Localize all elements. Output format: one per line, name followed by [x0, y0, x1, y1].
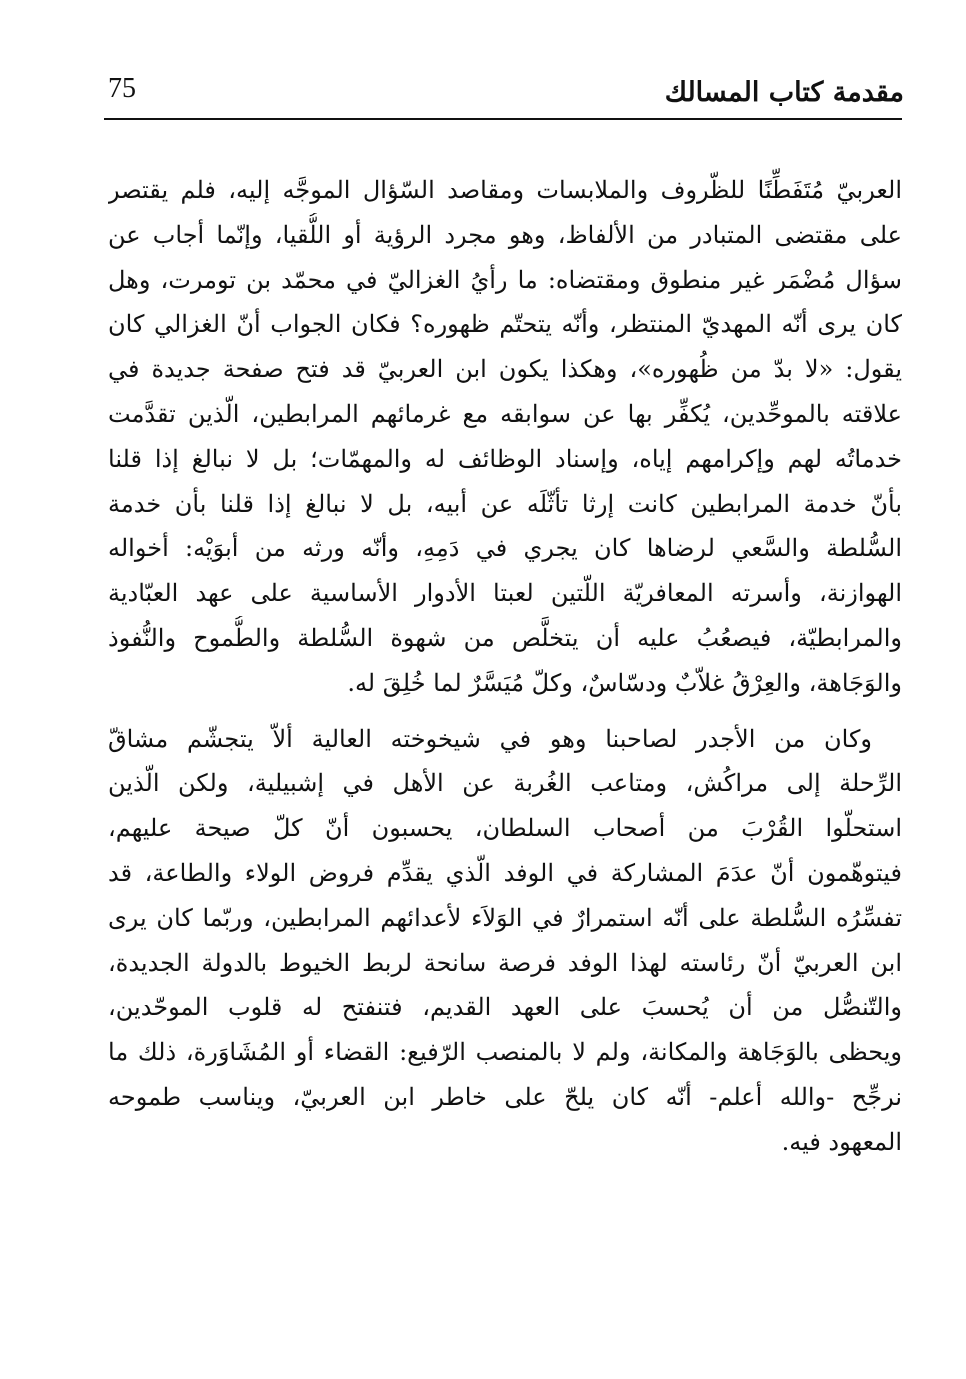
- text-line: على مقتضى المتبادر من الألفاظ، وهو مجرد الرؤية أو اللُّقيا، وإنّما أجاب عن: [108, 220, 902, 249]
- header-rule: [104, 118, 902, 120]
- text-line: السُّلطة والسَّعي لرضاها كان يجري في دَمِهِ، وأنّه ورثه من أبوَيْه: أخواله: [108, 534, 902, 563]
- running-title: مقدمة كتاب المسالك: [664, 77, 904, 108]
- text-line: ابن العربيّ أنّ رئاسته لهذا الوفد فرصة سانحة لربط الخيوط بالدولة الجديدة،: [108, 948, 902, 977]
- page-number: 75: [108, 73, 136, 104]
- text-line: تفسِّرُه السُّلطة على أنّه استمرارٌ في الوَلاَء لأعدائهم المرابطين، وربّما كان يرى: [108, 903, 902, 932]
- text-line: المعهود فيه.: [781, 1127, 902, 1156]
- text-line: فيتوهّمون أنّ عدَمَ المشاركة في الوفد الّذي يقدِّم فروض الولاء والطاعة، قد: [108, 858, 902, 887]
- text-line: ويحظى بالوَجَاهة والمكانة، ولم لا بالمنصب الرّفيع: القضاء أو المُشَاوَرة، ذلك ما: [108, 1038, 902, 1067]
- text-line: كان يرى أنّه المهديّ المنتظر، وأنّه يتحتّم ظهوره؟ فكان الجواب أنّ الغزالي كان: [108, 310, 902, 339]
- text-line: الرِّحلة إلى مراكُش، ومتاعب الغُربة عن الأهل في إشبيلية، ولكن الّذين: [108, 769, 902, 798]
- paragraph-1: [108, 168, 902, 706]
- text-line: وكان من الأجدر لصاحبنا وهو في شيخوخته العالية ألاّ يتجشّم مشاقّ: [108, 724, 872, 753]
- text-line: العربيّ مُتَفَطِّنًا للظّروف والملابسات ومقاصد السّؤال الموجَّه إليه، فلم يقتصر: [108, 176, 902, 204]
- body-text: [108, 168, 902, 1165]
- text-line: بأنّ خدمة المرابطين كانت إرثا تأثّلَه عن أبيه، بل لا نبالغ إذا قلنا بأن خدمة: [108, 489, 902, 518]
- text-line: سؤال مُضْمَر غير منطوق ومقتضاه: ما رأيُ الغزاليّ في محمّد بن تومرت، وهل: [108, 265, 902, 294]
- text-line: علاقته بالموحِّدين، يُكفِّر بها عن سوابقه مع غرمائهم المرابطين، الّذين تقدَّمت: [108, 399, 902, 428]
- text-line: الهوازنة، وأسرته المعافريّة اللّتين لعبتا الأدوار الأساسية على عهد العبّادية: [108, 579, 902, 608]
- text-line: يقول: «لا بدّ من ظُهوره»، وهكذا يكون ابن العربيّ قد فتح صفحة جديدة في: [108, 355, 902, 384]
- text-line: نرجِّح -والله أعلم- أنّه كان يلحّ على خاطر ابن العربيّ، ويناسب طموحه: [108, 1082, 902, 1111]
- text-line: والمرابطيّة، فيصعُبُ عليه أن يتخلَّص من شهوة السُّلطة والطُّموح والنُّفوذ: [108, 623, 902, 652]
- text-line: استحلّوا القُرْبَ من أصحاب السلطان، يحسبون أنّ كلّ صيحة عليهم،: [108, 814, 902, 843]
- paragraph-2: [108, 717, 902, 1165]
- text-line: والتّنصُّل من أن يُحسبَ على العهد القديم، فتنفتح له قلوب الموحّدين،: [108, 993, 902, 1022]
- text-line: خدماتُه لهم وإكرامهم إياه، وإسناد الوظائف له والمهمّات؛ بل لا نبالغ إذا قلنا: [108, 444, 902, 473]
- text-line: والوَجَاهة، والعِرْقُ غلاّبٌ ودسّاسٌ، وكلّ مُيَسَّرٌ لما خُلِقَ له.: [347, 668, 902, 697]
